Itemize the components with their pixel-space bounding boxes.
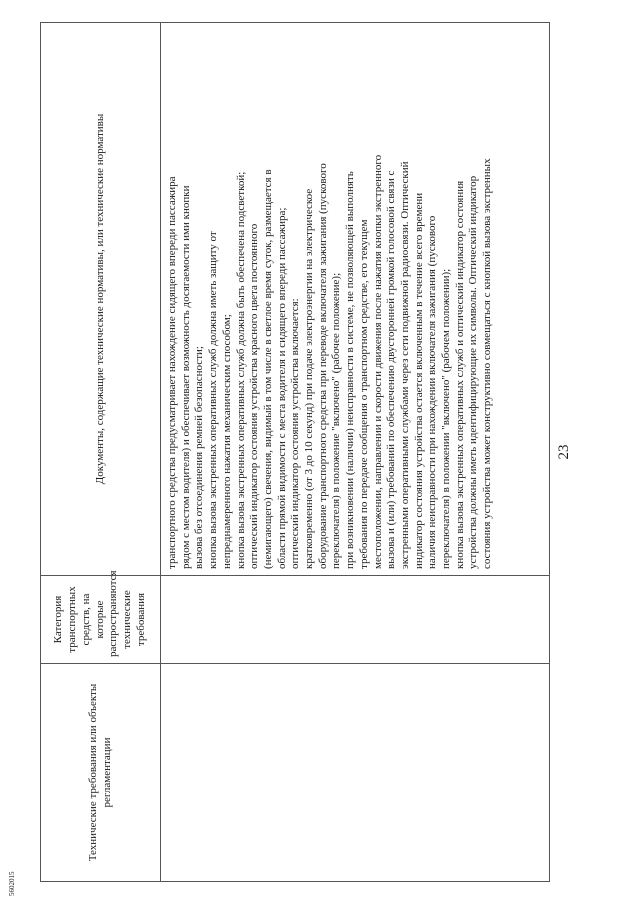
category-cell xyxy=(161,576,550,664)
text-line: оборудование транспортного средства при переводе включателя зажигания (пускового xyxy=(316,163,329,569)
text-line: устройства должны иметь идентифицирующие их символы. Оптический индикатор xyxy=(467,175,480,569)
text-line: кнопка вызова экстренных оперативных служб должна быть обеспечена подсветкой; xyxy=(234,171,247,569)
text-line: наличия неисправности при нахождении включателя зажигания (пускового xyxy=(426,215,439,569)
table-header-row xyxy=(41,23,161,882)
text-line: требования по передаче сообщения о транспортном средстве, его текущем xyxy=(357,219,370,569)
text-line: при возникновении (наличии) неисправности в системе, не позволяющей выполнять xyxy=(344,171,357,569)
text-line: рядом с местом водителя) и обеспечивает возможность досягаемости ими кнопки xyxy=(179,185,192,569)
text-line: области прямой видимости с места водителя и сидящего впереди пассажира; xyxy=(275,207,288,569)
header-objects: Технические требования или объекты регламентации xyxy=(41,664,161,882)
text-line: индикатор состояния устройства остается включенным в течение всего времени xyxy=(412,192,425,569)
objects-cell xyxy=(161,664,550,882)
text-line: экстренными оперативными службами через сети подвижной радиосвязи. Оптический xyxy=(398,161,411,569)
text-line: (немигающего) свечения, видимый в том числе в светлое время суток, размещается в xyxy=(261,169,274,569)
documents-text xyxy=(164,29,495,569)
text-line: оптический индикатор состояния устройства красного цвета постоянного xyxy=(248,223,261,569)
text-line: транспортного средства предусматривает нахождение сидящего впереди пассажира xyxy=(166,176,178,569)
header-category: Категория транспортных средств, на которые распространяются технические требования xyxy=(41,576,161,664)
text-line: непреднамеренного нажатия механическим способом; xyxy=(220,314,233,569)
text-line: кратковременно (от 3 до 10 секунд) при подаче электроэнергии на электрическое xyxy=(303,188,316,569)
text-line: переключателя) в положении "включено" (рабочем положении); xyxy=(440,268,453,569)
table-row xyxy=(161,23,550,882)
text-line: вызова и (или) требований по обеспечению двусторонней громкой голосовой связи с xyxy=(385,170,398,569)
text-line: состояния устройства может конструктивно совмещаться с кнопкой вызова экстренных xyxy=(481,158,494,569)
page-number: 23 xyxy=(556,444,572,460)
footer-code xyxy=(8,868,48,898)
text-line: оптический индикатор состояния устройства включается: xyxy=(289,298,302,569)
text-line: вызова без отсоединения ремней безопасности; xyxy=(193,346,206,569)
text-line: кнопка вызова экстренных оперативных служб и оптический индикатор состояния xyxy=(453,180,466,569)
documents-cell xyxy=(161,23,550,576)
footer-code-text: 5602015 xyxy=(8,871,16,896)
text-line: кнопка вызова экстренных оперативных служб должна иметь защиту от xyxy=(207,231,220,569)
requirements-table xyxy=(40,22,550,882)
text-line: переключателя) в положение "включено" (рабочее положение); xyxy=(330,272,343,569)
rotated-page xyxy=(40,22,600,882)
text-line: местоположении, направлении и скорости движения после нажатия кнопки экстренного xyxy=(371,154,384,569)
header-documents: Документы, содержащие технические нормативы, или технические нормативы xyxy=(41,23,161,576)
